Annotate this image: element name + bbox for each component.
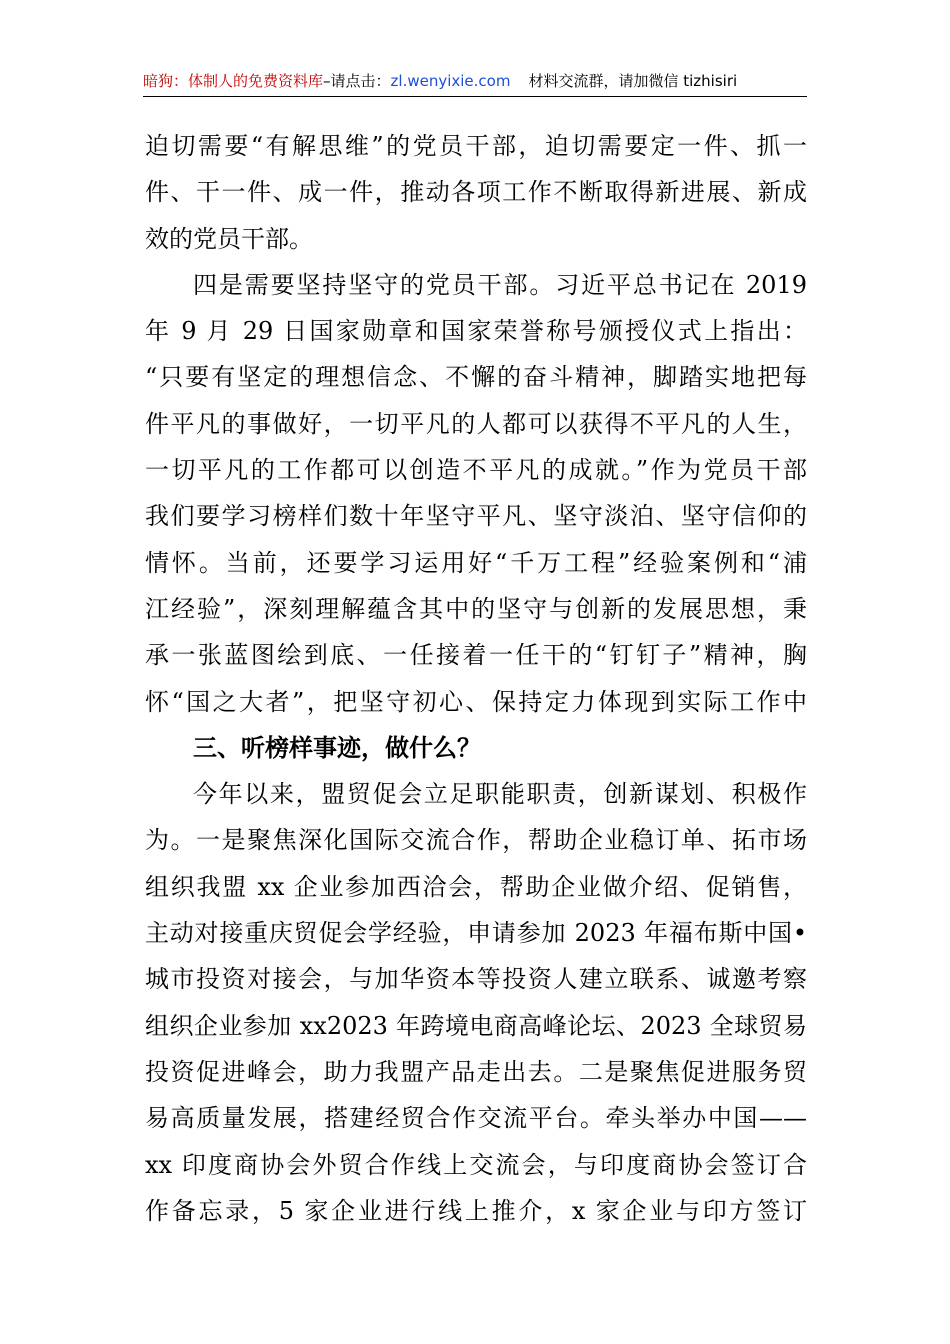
text-line: 一切平凡的工作都可以创造不平凡的成就。”作为党员干部 [145,456,807,485]
text-line: xx 印度商协会外贸合作线上交流会，与印度商协会签订合 [145,1150,807,1179]
header-url-link[interactable]: zl.wenyixie.com [390,72,511,90]
text-line: 投资促进峰会，助力我盟产品走出去。二是聚焦促进服务贸 [145,1057,807,1086]
text-line: 作备忘录，5 家企业进行线上推介，x 家企业与印方签订 [145,1196,807,1225]
document-body [145,123,807,1234]
text-line: 承一张蓝图绘到底、一任接着一任干的“钉钉子”精神，胸 [145,641,807,670]
text-line: 件平凡的事做好，一切平凡的人都可以获得不平凡的人生， [145,409,807,438]
text-line: 江经验”，深刻理解蕴含其中的坚守与创新的发展思想，秉 [145,594,807,623]
text-line: 城市投资对接会，与加华资本等投资人建立联系、诚邀考察 [145,965,807,994]
text-line: 怀“国之大者”，把坚守初心、保持定力体现到实际工作中 [145,687,807,716]
header-site-name: 暗狗：体制人的免费资料库 [143,72,324,90]
text-line: 效的党员干部。 [145,224,313,253]
text-line: 四是需要坚持坚守的党员干部。习近平总书记在 2019 [193,270,807,299]
text-line: 我们要学习榜样们数十年坚守平凡、坚守淡泊、坚守信仰的 [145,502,807,531]
text-line: 组织我盟 xx 企业参加西洽会，帮助企业做介绍、促销售， [145,872,807,901]
text-line: 情怀。当前，还要学习运用好“千万工程”经验案例和“浦 [145,548,807,577]
text-line: 组织企业参加 xx2023 年跨境电商高峰论坛、2023 全球贸易 [145,1011,807,1040]
text-line: 易高质量发展，搭建经贸合作交流平台。牵头举办中国—— [145,1104,807,1133]
header-wechat-note: 材料交流群，请加微信 tizhisiri [528,72,738,90]
text-line: 件、干一件、成一件，推动各项工作不断取得新进展、新成 [145,178,807,207]
section-heading: 三、听榜样事迹，做什么？ [193,733,481,762]
text-line: 为。一是聚焦深化国际交流合作，帮助企业稳订单、拓市场 [145,826,807,855]
text-line: 迫切需要“有解思维”的党员干部，迫切需要定一件、抓一 [145,132,807,160]
text-line: 主动对接重庆贸促会学经验，申请参加 2023 年福布斯中国• [145,919,807,948]
text-line: “只要有坚定的理想信念、不懈的奋斗精神，脚踏实地把每 [145,363,807,392]
text-line: 年 9 月 29 日国家勋章和国家荣誉称号颁授仪式上指出： [145,317,807,346]
page-header [143,66,807,97]
header-click-label: –请点击： [323,72,391,90]
text-line: 今年以来，盟贸促会立足职能职责，创新谋划、积极作 [193,780,807,809]
